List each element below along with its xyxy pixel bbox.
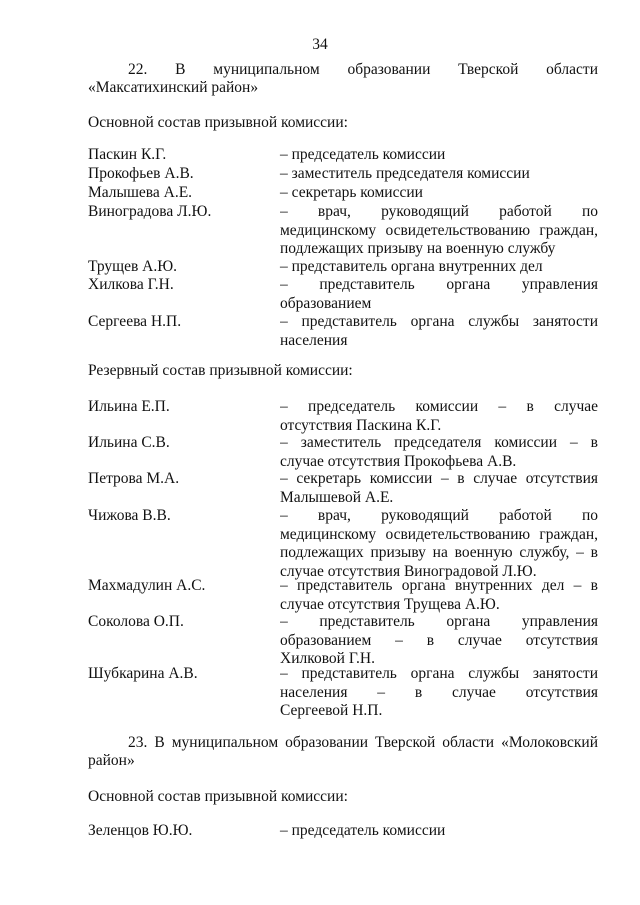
section-23-main-title: Основной состав призывной комиссии: [88,788,348,805]
member-role-line: – врач, руководящий работой по [280,507,598,524]
member-role [280,203,598,259]
member-role-line: – представитель органа внутренних дел [280,258,543,275]
member-name: Зеленцов Ю.Ю. [88,822,193,839]
member-role-line: Хилковой Г.Н. [280,650,376,667]
member-role-line: – представитель органа службы занятости [280,665,598,682]
section-23-heading-cont: район» [88,752,135,769]
member-role-line: медицинскому освидетельствованию граждан, [280,525,598,543]
member-name: Соколова О.П. [88,613,184,630]
member-name: Малышева А.Е. [88,184,193,201]
member-role [280,398,598,435]
member-name: Чижова В.В. [88,507,171,524]
member-role-line: – представитель органа внутренних дел – в [280,577,598,594]
member-name: Хилкова Г.Н. [88,276,174,293]
member-role [280,613,598,669]
member-role [280,577,598,614]
member-role-line: населения [280,331,348,349]
member-role-line: Малышевой А.Е. [280,488,394,506]
member-role-line: – заместитель председателя комиссии [280,165,530,182]
member-role-line: – председатель комиссии [280,146,446,163]
member-role [280,146,598,165]
member-role [280,822,598,841]
member-role-line: подлежащих призыву на военную службу [280,240,556,257]
member-name: Ильина Е.П. [88,398,170,415]
member-name: Шубкарина А.В. [88,665,198,682]
member-role-line: – председатель комиссии – в случае [280,398,598,415]
section-22-heading-cont: «Максатихинский район» [88,79,259,96]
member-role-line: – представитель органа управления [280,276,598,293]
member-name: Виноградова Л.Ю. [88,203,212,220]
member-name: Трущев А.Ю. [88,258,178,275]
member-role-line: – заместитель председателя комиссии – в [280,434,598,451]
member-name: Сергеева Н.П. [88,313,182,330]
member-role-line: подлежащих призыву на военную службу, – в [280,544,598,561]
member-role [280,507,598,581]
member-role [280,165,598,184]
member-role-line: – председатель комиссии [280,822,446,839]
page-number: 34 [312,36,328,53]
member-role [280,258,598,277]
member-role-line: медицинскому освидетельствованию граждан, [280,221,598,239]
member-role-line: – секретарь комиссии – в случае отсутствия [280,470,598,487]
member-role-line: образованием – в случае отсутствия [280,631,598,649]
section-22-reserve-title: Резервный состав призывной комиссии: [88,362,353,379]
member-name: Ильина С.В. [88,434,170,451]
member-name: Паскин К.Г. [88,146,167,163]
member-role [280,434,598,471]
member-role-line: случае отсутствия Виноградовой Л.Ю. [280,562,537,580]
member-role-line: – секретарь комиссии [280,184,423,201]
member-role [280,665,598,721]
member-role [280,276,598,313]
member-role [280,313,598,350]
member-name: Петрова М.А. [88,470,180,487]
member-role-line: населения – в случае отсутствия [280,683,598,701]
member-role-line: образованием [280,294,372,312]
section-22-heading: 22. В муниципальном образовании Тверской области [128,61,598,78]
member-role-line: – представитель органа управления [280,613,598,630]
member-role [280,184,598,203]
section-22-main-title: Основной состав призывной комиссии: [88,114,348,131]
member-role-line: отсутствия Паскина К.Г. [280,416,442,434]
member-role-line: случае отсутствия Трущева А.Ю. [280,595,500,613]
section-23-heading: 23. В муниципальном образовании Тверской области «Молоковский [128,734,598,751]
member-name: Прокофьев А.В. [88,165,194,182]
member-role-line: Сергеевой Н.П. [280,702,383,719]
member-name: Махмадулин А.С. [88,577,206,594]
member-role [280,470,598,507]
member-role-line: случае отсутствия Прокофьева А.В. [280,452,517,470]
member-role-line: – представитель органа службы занятости [280,313,598,330]
member-role-line: – врач, руководящий работой по [280,203,598,220]
